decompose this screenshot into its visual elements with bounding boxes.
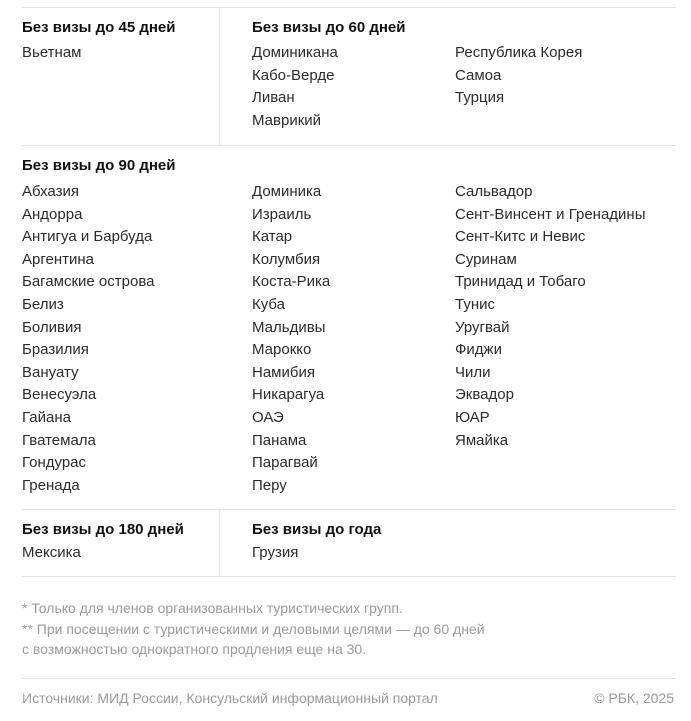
section-divider <box>22 145 676 146</box>
section-divider <box>22 509 676 510</box>
column-divider-top <box>219 8 220 145</box>
country-item: Сент-Винсент и Гренадины <box>455 205 646 223</box>
country-item: ОАЭ <box>252 408 284 426</box>
country-item: Парагвай <box>252 454 318 472</box>
country-item: Ливан <box>252 89 295 107</box>
country-item: Гайана <box>22 408 71 426</box>
country-item: Турция <box>455 89 505 107</box>
country-item: Аргентина <box>22 250 94 268</box>
heading-45-days: Без визы до 45 дней <box>22 19 176 36</box>
list-90-days-col1 <box>22 181 154 497</box>
list-year <box>252 542 298 565</box>
heading-90-days: Без визы до 90 дней <box>22 157 176 174</box>
country-item: Сальвадор <box>455 183 533 200</box>
country-item: Бразилия <box>22 341 89 359</box>
sources-text: Источники: МИД России, Консульский информационный портал <box>22 690 438 706</box>
copyright-text: © РБК, 2025 <box>594 690 674 706</box>
column-divider-bottom <box>219 510 220 576</box>
country-item: Гватемала <box>22 431 96 449</box>
country-item: Уругвай <box>455 318 510 336</box>
country-item: Доминикана <box>252 44 338 61</box>
country-item: Гондурас <box>22 454 87 472</box>
list-180-days <box>22 542 81 565</box>
country-item: Эквадор <box>455 386 514 404</box>
country-item: Тунис <box>455 295 495 313</box>
country-item: Катар <box>252 228 293 246</box>
country-item: Колумбия <box>252 250 321 268</box>
country-item: Панама <box>252 431 307 449</box>
country-item: Самоа <box>455 66 502 84</box>
list-90-days-col3 <box>455 181 646 452</box>
list-60-days-col2 <box>455 42 582 110</box>
country-item: Республика Корея <box>455 44 583 61</box>
country-item: Боливия <box>22 318 82 336</box>
list-60-days-col1 <box>252 42 338 132</box>
country-item: Никарагуа <box>252 386 325 404</box>
country-item: Куба <box>252 295 285 313</box>
country-item: Маврикий <box>252 111 322 129</box>
top-divider <box>22 7 676 8</box>
country-item: Доминика <box>252 183 322 200</box>
country-item: Тринидад и Тобаго <box>455 273 586 291</box>
heading-180-days: Без визы до 180 дней <box>22 521 184 538</box>
country-item: Сент-Китс и Невис <box>455 228 586 246</box>
footer-divider <box>22 678 676 679</box>
country-item: Суринам <box>455 250 517 268</box>
country-item: Венесуэла <box>22 386 97 404</box>
country-item: Грузия <box>252 544 299 561</box>
country-item: ЮАР <box>455 408 490 426</box>
country-item: Чили <box>455 363 491 381</box>
heading-60-days: Без визы до 60 дней <box>252 19 406 36</box>
country-item: Коста-Рика <box>252 273 331 291</box>
footnote-2: ** При посещении с туристическими и деловыми целями — до 60 дней <box>22 621 485 637</box>
country-item: Кабо-Верде <box>252 66 335 84</box>
section-divider <box>22 576 676 577</box>
country-item: Марокко <box>252 341 312 359</box>
heading-year: Без визы до года <box>252 521 382 538</box>
country-item: Ямайка <box>455 431 509 449</box>
country-item: Вануату <box>22 363 79 381</box>
country-item: Белиз <box>22 295 64 313</box>
country-item: Израиль <box>252 205 312 223</box>
country-item: Мальдивы <box>252 318 326 336</box>
country-item: Абхазия <box>22 183 79 200</box>
country-item: Перу <box>252 476 287 494</box>
footnote-1: * Только для членов организованных туристических групп. <box>22 600 403 616</box>
country-item: Мексика <box>22 544 81 561</box>
country-item: Намибия <box>252 363 315 381</box>
footnote-3: с возможностью однократного продления еще на 30. <box>22 641 367 657</box>
country-item: Вьетнам <box>22 44 82 61</box>
country-item: Фиджи <box>455 341 502 359</box>
list-45-days <box>22 42 81 65</box>
country-item: Багамские острова <box>22 273 155 291</box>
country-item: Андорра <box>22 205 83 223</box>
country-item: Антигуа и Барбуда <box>22 228 153 246</box>
country-item: Гренада <box>22 476 80 494</box>
list-90-days-col2 <box>252 181 330 497</box>
